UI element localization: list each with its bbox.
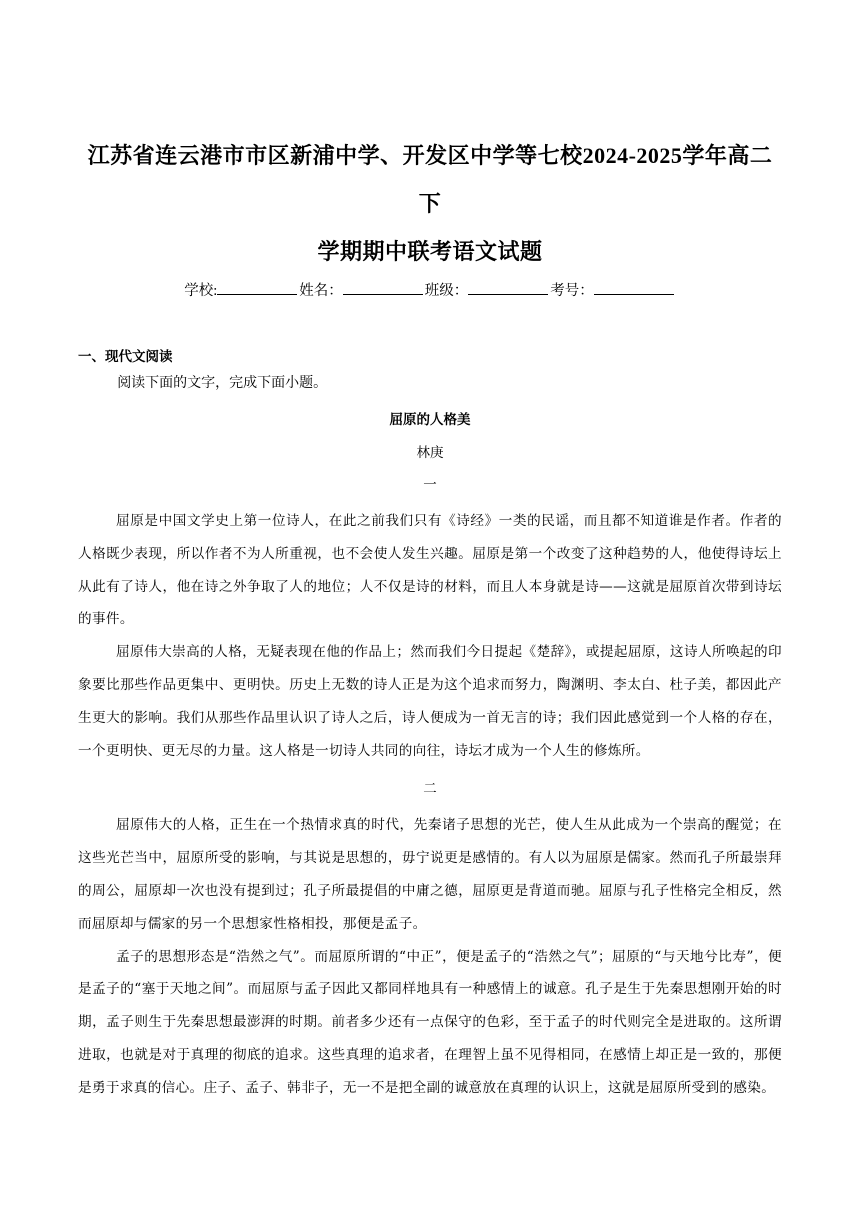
- class-field: [425, 280, 551, 301]
- student-info-line: [78, 280, 782, 301]
- exam-number-field: [550, 280, 676, 301]
- school-blank: [217, 280, 297, 295]
- paragraph: 屈原是中国文学史上第一位诗人，在此之前我们只有《诗经》一类的民谣，而且都不知道谁是作者。作者的人格既少表现，所以作者不为人所重视，也不会使人发生兴趣。屈原是第一个改变了这种趋势的人，他使得诗坛上从此有了诗人，他在诗之外争取了人的地位；人不仅是诗的材料，而且人本身就是诗——这就是屈原首次带到诗坛的事件。: [78, 513, 782, 628]
- document-title-line-2: 学期期中联考语文试题: [317, 239, 543, 264]
- name-blank: [343, 280, 423, 295]
- document-title: [78, 132, 782, 276]
- article-author: 林庚: [416, 445, 444, 461]
- name-label: 姓名：: [299, 283, 343, 299]
- name-field: [299, 280, 425, 301]
- school-label: 学校:: [184, 283, 218, 299]
- document-title-line-1: 江苏省连云港市市区新浦中学、开发区中学等七校2024-2025学年高二下: [87, 143, 773, 216]
- part-one-paragraphs: [78, 505, 782, 767]
- article-title: 屈原的人格美: [389, 412, 471, 428]
- part-one-number: 一: [423, 477, 437, 493]
- paragraph: 屈原伟大崇高的人格，无疑表现在他的作品上；然而我们今日提起《楚辞》，或提起屈原，这诗人所唤起的印象要比那些作品更集中、更明快。历史上无数的诗人正是为这个追求而努力，陶渊明、李太白、杜子美，都因此产生更大的影响。我们从那些作品里认识了诗人之后，诗人便成为一首无言的诗；我们因此感觉到一个人格的存在，一个更明快、更无尽的力量。这人格是一切诗人共同的向往，诗坛才成为一个人生的修炼所。: [78, 644, 782, 759]
- reading-instruction: 阅读下面的文字，完成下面小题。: [117, 375, 328, 391]
- exam-number-blank: [594, 280, 674, 295]
- class-label: 班级：: [424, 283, 469, 299]
- part-two-number: 二: [423, 781, 437, 798]
- paragraph: 屈原伟大的人格，正生在一个热情求真的时代，先秦诸子思想的光芒，使人生从此成为一个崇高的醒觉；在这些光芒当中，屈原所受的影响，与其说是思想的，毋宁说更是感情的。有人以为屈原是儒家。然而孔子所最崇拜的周公，屈原却一次也没有提到过；孔子所最提倡的中庸之德，屈原更是背道而驰。屈原与孔子性格完全相反，然而屈原却与儒家的另一个思想家性格相投，那便是孟子。: [78, 817, 782, 932]
- paragraph: 孟子的思想形态是“浩然之气”。而屈原所谓的“中正”，便是孟子的“浩然之气”；屈原的“与天地兮比寿”，便是孟子的“塞于天地之间”。而屈原与孟子因此又都同样地具有一种感情上的诚意。孔子是生于先秦思想刚开始的时期，孟子则生于先秦思想最澎湃的时期。前者多少还有一点保守的色彩，至于孟子的时代则完全是进取的。这所谓进取，也就是对于真理的彻底的追求。这些真理的追求者，在理智上虽不见得相同，在感情上却正是一致的，那便是勇于求真的信心。庄子、孟子、韩非子，无一不是把全副的诚意放在真理的认识上，这就是屈原所受到的感染。: [78, 948, 782, 1096]
- school-field: [184, 280, 299, 301]
- class-blank: [468, 280, 548, 295]
- section-heading: 一、现代文阅读: [78, 349, 173, 365]
- exam-number-label: 考号：: [550, 283, 594, 299]
- part-two-paragraphs: [78, 809, 782, 1104]
